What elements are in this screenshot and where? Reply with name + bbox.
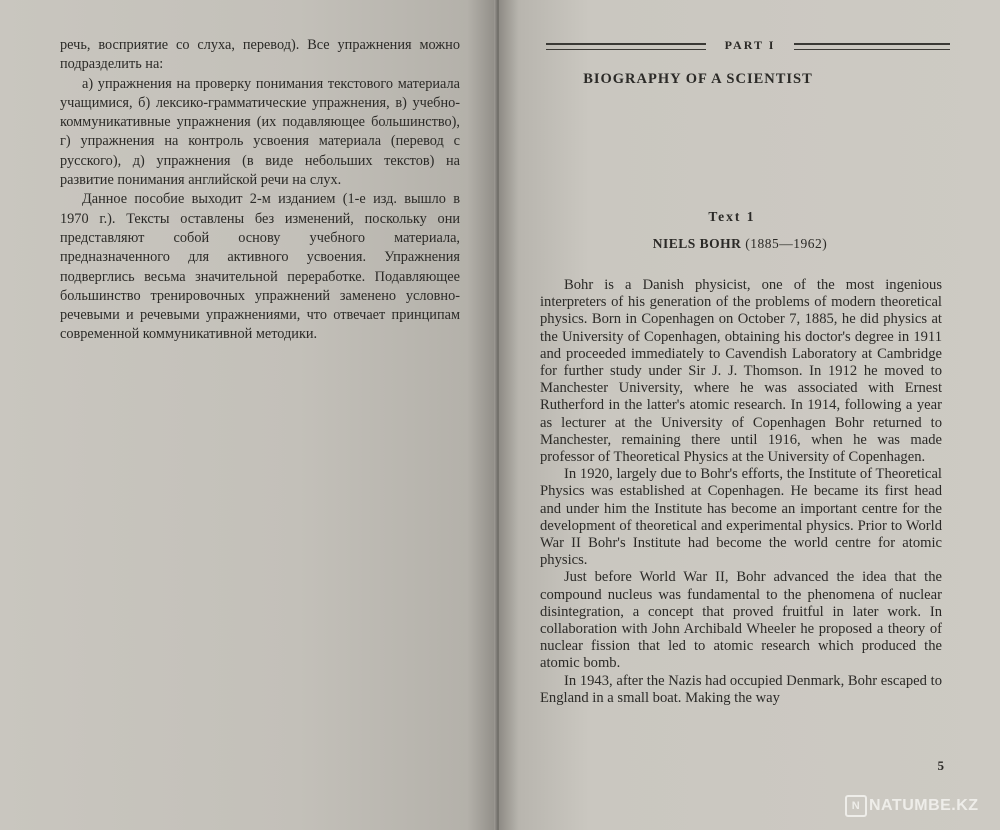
text-label: Text 1 xyxy=(708,209,756,224)
part-header xyxy=(546,38,950,54)
text-title xyxy=(590,236,890,252)
right-page-text xyxy=(540,277,942,707)
part-label: PART I xyxy=(724,38,776,52)
right-paragraph-3: Just before World War II, Bohr advanced the idea that the compound nucleus was fundamental to the phenomena of nuclear disintegration, a concept that proved fruitful in later work. In collaboration with John Archibald Wheeler he proposed a theory of nuclear fission that led to atomic research which produced the atomic bomb. xyxy=(540,569,942,672)
left-paragraph-1: речь, восприятие со слуха, перевод). Все упражнения можно подразделить на: xyxy=(60,37,460,73)
watermark-text: NATUMBE.KZ xyxy=(869,797,979,814)
right-paragraph-1: Bohr is a Danish physicist, one of the most ingenious interpreters of his generation of the problems of modern theoretical physics. Born in Copenhagen on October 7, 1885, he did physics at the University of Copenhagen, obtaining his doctor's degree in 1911 and proceeded immediately to Cavendish Laboratory at Cambridge for further study under Sir J. J. Thomson. In 1912 he moved to Manchester University, where he was associated with Ernest Rutherford in the latter's atomic research. In 1914, following a year as lecturer at the University of Copenhagen Bohr returned to Manchester, remaining there until 1916, when he was made professor of Theoretical Physics at the University of Copenhagen. xyxy=(540,277,942,466)
page-number: 5 xyxy=(937,758,944,773)
section-title: BIOGRAPHY OF A SCIENTIST xyxy=(583,71,813,87)
left-paragraph-2: а) упражнения на проверку понимания текстового материала учащимися, б) лексико-грамматические упражнения, в) учебно-коммуникативные упражнения (их подавляющее большинство), г) упражнения на контроль усвоения материала (перевод с русского), д) упражнения (в виде небольших текстов) на развитие понимания английской речи на слух. xyxy=(60,75,460,189)
text-title-name: NIELS BOHR xyxy=(652,236,742,251)
header-rule-right xyxy=(794,43,950,50)
right-paragraph-4: In 1943, after the Nazis had occupied Denmark, Bohr escaped to England in a small boat. Making the way xyxy=(540,672,942,706)
right-paragraph-2: In 1920, largely due to Bohr's efforts, the Institute of Theoretical Physics was established at Copenhagen. He became its first head and under him the Institute has become an important centre for the development of theoretical and experimental physics. Prior to World War II Bohr's Institute had become the world centre for atomic physics. xyxy=(540,466,942,569)
left-page xyxy=(0,0,497,830)
header-rule-left xyxy=(546,43,706,50)
text-title-years: (1885—1962) xyxy=(745,236,828,251)
left-page-text xyxy=(60,36,460,345)
watermark-logo-icon: N xyxy=(845,795,867,817)
left-paragraph-3: Данное пособие выходит 2-м изданием (1-е изд. вышло в 1970 г.). Тексты оставлены без изменений, поскольку они представляют собой основу учебного материала, предназначенного для активного усвоения. Упражнения подверглись весьма значительной переработке. Подавляющее большинство тренировочных упражнений заменено условно-речевыми и речевыми упражнениями, что отвечает принципам современной коммуникативной методики. xyxy=(60,191,460,343)
watermark xyxy=(845,795,979,817)
